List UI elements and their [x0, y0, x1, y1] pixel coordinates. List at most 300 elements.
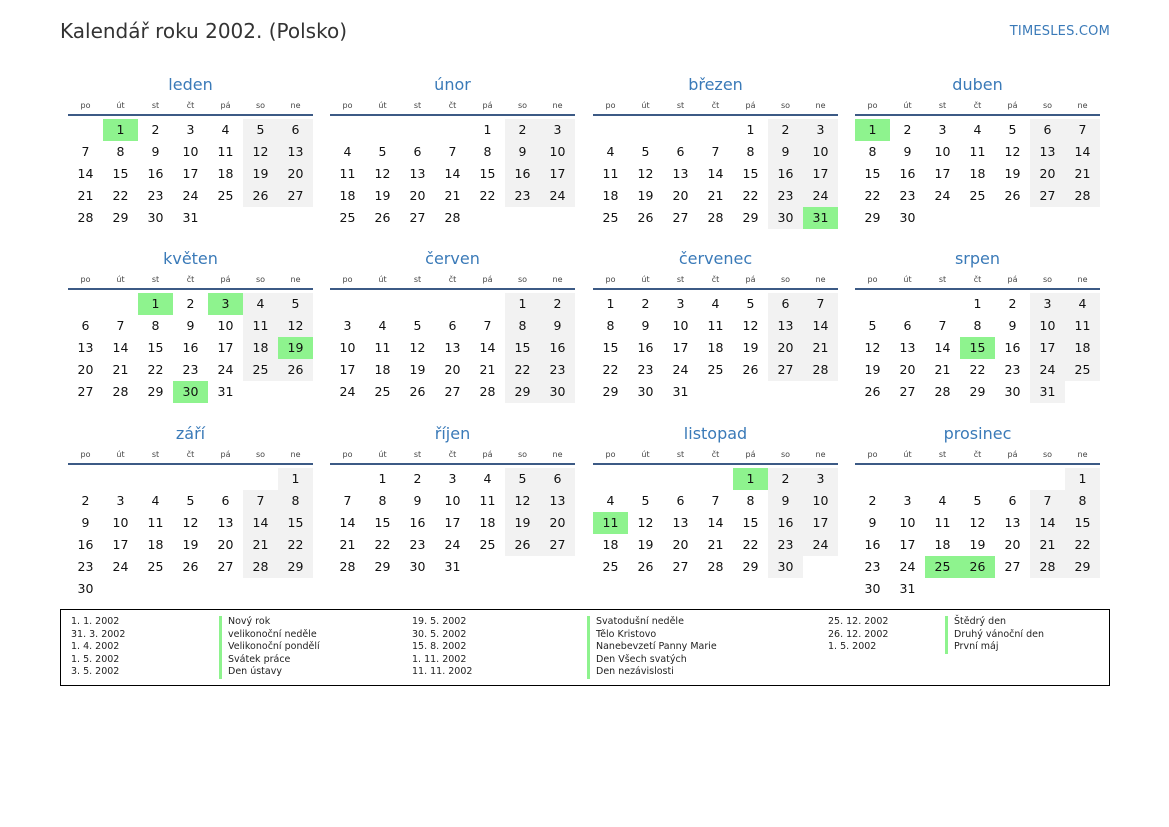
day-cell: 18: [374, 362, 391, 377]
day-cell: 14: [112, 340, 129, 355]
day-cell: 14: [77, 166, 94, 181]
day-cell: 26: [864, 384, 881, 399]
day-cell: 26: [278, 359, 313, 381]
day-cell: 6: [903, 318, 912, 333]
day-cell: 27: [899, 384, 916, 399]
day-empty: [628, 119, 663, 141]
day-empty: [995, 468, 1030, 490]
day-cell: 18: [602, 537, 619, 552]
day-cell: 10: [540, 141, 575, 163]
day-empty: [365, 293, 400, 315]
day-cell: 28: [707, 559, 724, 574]
day-cell: 4: [483, 471, 492, 486]
day-cell: 22: [1065, 534, 1100, 556]
day-empty: [960, 468, 995, 490]
day-cell: 16: [409, 515, 426, 530]
day-cell: 31: [899, 581, 916, 596]
day-cell: 13: [278, 141, 313, 163]
day-cell: 9: [768, 490, 803, 512]
day-empty: [103, 293, 138, 315]
day-cell: 21: [707, 537, 724, 552]
day-cell: 4: [711, 296, 720, 311]
weekday-label: so: [255, 101, 266, 110]
month-7: [855, 247, 1100, 403]
day-cell: 27: [1030, 185, 1065, 207]
day-cell: 18: [243, 337, 278, 359]
weekday-label: čt: [448, 275, 457, 284]
day-empty: [435, 293, 470, 315]
day-cell: 13: [217, 515, 234, 530]
site-link[interactable]: TIMESLES.COM: [1009, 24, 1110, 39]
day-cell: 21: [77, 188, 94, 203]
legend-holiday-name: Velikonoční pondělí: [219, 641, 320, 654]
day-cell: 11: [934, 515, 951, 530]
month-11: [855, 422, 1100, 600]
weekday-label: út: [641, 450, 650, 459]
day-cell: 11: [217, 144, 234, 159]
day-cell: 3: [116, 493, 125, 508]
day-cell: 4: [221, 122, 230, 137]
legend-date: 3. 5. 2002: [71, 666, 120, 677]
day-cell: 18: [1065, 337, 1100, 359]
day-cell: 7: [1030, 490, 1065, 512]
weekday-label: so: [780, 450, 791, 459]
day-cell: 8: [868, 144, 877, 159]
day-cell: 15: [112, 166, 129, 181]
legend-holiday-name: Den Všech svatých: [587, 654, 687, 667]
day-grid: [68, 119, 313, 229]
day-cell: 14: [707, 166, 724, 181]
legend-holiday-name: Tělo Kristovo: [587, 629, 656, 642]
day-cell: 25: [707, 362, 724, 377]
day-cell: 20: [217, 537, 234, 552]
day-cell: 17: [444, 515, 461, 530]
day-cell: 29: [112, 210, 129, 225]
day-cell: 27: [409, 210, 426, 225]
day-cell: 30: [540, 381, 575, 403]
day-cell: 24: [934, 188, 951, 203]
day-cell: 11: [602, 166, 619, 181]
weekday-label: pá: [745, 101, 756, 110]
day-cell: 17: [672, 340, 689, 355]
day-cell: 19: [243, 163, 278, 185]
day-cell: 13: [540, 490, 575, 512]
day-cell: 20: [672, 188, 689, 203]
day-cell: 14: [803, 315, 838, 337]
day-cell-holiday: 1: [103, 119, 138, 141]
day-empty: [365, 119, 400, 141]
day-cell: 7: [483, 318, 492, 333]
day-cell: 17: [217, 340, 234, 355]
day-cell: 10: [182, 144, 199, 159]
day-cell: 7: [711, 493, 720, 508]
day-empty: [925, 468, 960, 490]
day-cell: 11: [969, 144, 986, 159]
day-cell: 2: [413, 471, 422, 486]
day-cell: 2: [768, 468, 803, 490]
month-name: únor: [434, 75, 471, 94]
day-cell: 22: [742, 188, 759, 203]
weekday-header: [330, 98, 575, 116]
day-cell: 7: [448, 144, 457, 159]
weekday-label: čt: [973, 450, 982, 459]
weekday-label: st: [151, 275, 160, 284]
day-cell: 29: [374, 559, 391, 574]
day-cell: 17: [899, 537, 916, 552]
day-cell: 19: [1004, 166, 1021, 181]
day-cell: 27: [540, 534, 575, 556]
day-cell: 22: [278, 534, 313, 556]
day-cell: 24: [540, 185, 575, 207]
day-cell: 10: [803, 490, 838, 512]
day-cell: 3: [540, 119, 575, 141]
weekday-label: pá: [220, 101, 231, 110]
day-cell: 15: [1065, 512, 1100, 534]
day-cell: 30: [1004, 384, 1021, 399]
weekday-label: út: [116, 450, 125, 459]
day-cell: 8: [973, 318, 982, 333]
day-cell: 14: [1030, 512, 1065, 534]
day-cell: 27: [1004, 559, 1021, 574]
weekday-label: pá: [482, 450, 493, 459]
weekday-label: so: [255, 275, 266, 284]
day-cell: 12: [505, 490, 540, 512]
weekday-label: čt: [973, 275, 982, 284]
day-cell: 30: [77, 581, 94, 596]
day-cell: 26: [1004, 188, 1021, 203]
day-cell: 20: [1030, 163, 1065, 185]
day-cell: 18: [707, 340, 724, 355]
day-cell: 22: [147, 362, 164, 377]
day-cell: 27: [444, 384, 461, 399]
weekday-label: po: [605, 450, 616, 459]
day-cell: 1: [973, 296, 982, 311]
day-cell: 9: [1008, 318, 1017, 333]
day-grid: [593, 293, 838, 403]
day-cell: 15: [479, 166, 496, 181]
day-empty: [68, 293, 103, 315]
weekday-label: ne: [1077, 101, 1088, 110]
weekday-label: po: [867, 275, 878, 284]
day-cell: 6: [540, 468, 575, 490]
day-cell: 3: [343, 318, 352, 333]
day-cell: 6: [676, 144, 685, 159]
day-cell: 24: [1030, 359, 1065, 381]
weekday-label: st: [938, 101, 947, 110]
day-cell: 14: [1065, 141, 1100, 163]
day-cell: 12: [374, 166, 391, 181]
day-cell: 4: [606, 493, 615, 508]
day-empty: [890, 468, 925, 490]
weekday-label: po: [342, 450, 353, 459]
day-cell: 27: [278, 185, 313, 207]
day-cell: 27: [672, 210, 689, 225]
day-cell: 23: [1004, 362, 1021, 377]
day-cell: 28: [479, 384, 496, 399]
day-cell: 24: [803, 534, 838, 556]
day-cell: 31: [217, 384, 234, 399]
day-cell: 4: [1065, 293, 1100, 315]
day-empty: [173, 468, 208, 490]
day-cell: 29: [969, 384, 986, 399]
day-empty: [855, 293, 890, 315]
day-cell: 21: [934, 362, 951, 377]
day-cell: 30: [768, 207, 803, 229]
weekday-label: ne: [815, 450, 826, 459]
month-6: [593, 247, 838, 403]
day-cell: 23: [637, 362, 654, 377]
day-cell: 4: [151, 493, 160, 508]
weekday-header: [593, 272, 838, 290]
day-cell: 17: [540, 163, 575, 185]
day-cell: 25: [217, 188, 234, 203]
day-cell: 12: [742, 318, 759, 333]
weekday-label: pá: [482, 101, 493, 110]
day-cell: 1: [606, 296, 615, 311]
day-cell: 22: [602, 362, 619, 377]
day-cell: 19: [864, 362, 881, 377]
weekday-header: [855, 272, 1100, 290]
day-cell: 18: [339, 188, 356, 203]
day-cell: 17: [112, 537, 129, 552]
weekday-label: st: [938, 275, 947, 284]
day-cell: 13: [77, 340, 94, 355]
day-cell: 24: [339, 384, 356, 399]
day-cell: 28: [243, 556, 278, 578]
day-cell: 24: [672, 362, 689, 377]
day-empty: [855, 468, 890, 490]
day-cell: 9: [186, 318, 195, 333]
day-cell: 24: [899, 559, 916, 574]
day-cell: 23: [540, 359, 575, 381]
day-cell: 20: [899, 362, 916, 377]
day-cell: 15: [602, 340, 619, 355]
day-cell: 13: [899, 340, 916, 355]
day-cell: 25: [339, 210, 356, 225]
day-cell: 20: [409, 188, 426, 203]
weekday-label: út: [903, 101, 912, 110]
weekday-label: ne: [552, 101, 563, 110]
day-cell: 2: [505, 119, 540, 141]
month-3: [855, 73, 1100, 229]
day-cell: 20: [1004, 537, 1021, 552]
day-cell: 17: [339, 362, 356, 377]
day-empty: [435, 119, 470, 141]
day-cell: 6: [768, 293, 803, 315]
day-cell: 5: [641, 493, 650, 508]
day-cell: 4: [938, 493, 947, 508]
day-cell: 28: [112, 384, 129, 399]
day-grid: [593, 468, 838, 578]
day-cell: 13: [768, 315, 803, 337]
month-4: [68, 247, 313, 403]
day-cell: 5: [868, 318, 877, 333]
day-empty: [663, 119, 698, 141]
day-cell: 11: [339, 166, 356, 181]
legend-date: 31. 3. 2002: [71, 628, 126, 640]
legend-date: 25. 12. 2002: [828, 616, 889, 627]
day-cell: 27: [672, 559, 689, 574]
day-cell: 28: [1065, 185, 1100, 207]
day-cell-holiday: 31: [803, 207, 838, 229]
day-cell: 3: [676, 296, 685, 311]
day-cell: 29: [864, 210, 881, 225]
day-cell: 24: [444, 537, 461, 552]
day-cell: 22: [112, 188, 129, 203]
weekday-label: pá: [1007, 275, 1018, 284]
day-cell: 31: [182, 210, 199, 225]
month-name: září: [175, 424, 206, 443]
weekday-label: ne: [815, 101, 826, 110]
weekday-label: so: [1042, 101, 1053, 110]
legend-holiday-name: Druhý vánoční den: [945, 629, 1044, 642]
weekday-label: so: [1042, 275, 1053, 284]
day-cell: 6: [221, 493, 230, 508]
day-grid: [593, 119, 838, 229]
weekday-label: po: [605, 275, 616, 284]
day-cell: 2: [903, 122, 912, 137]
month-0: [68, 73, 313, 229]
day-cell: 25: [243, 359, 278, 381]
day-cell: 25: [1065, 359, 1100, 381]
weekday-label: so: [517, 450, 528, 459]
legend-date: 26. 12. 2002: [828, 628, 889, 640]
legend-holiday-name: Den nezávislosti: [587, 666, 674, 679]
day-cell: 22: [969, 362, 986, 377]
day-cell: 9: [540, 315, 575, 337]
day-cell: 27: [217, 559, 234, 574]
day-cell: 20: [77, 362, 94, 377]
day-cell: 31: [1030, 381, 1065, 403]
day-cell: 19: [637, 188, 654, 203]
day-cell: 28: [444, 210, 461, 225]
day-cell: 26: [243, 185, 278, 207]
day-cell-holiday: 11: [593, 512, 628, 534]
legend-holiday-name: Nanebevzetí Panny Marie: [587, 641, 717, 654]
weekday-label: pá: [745, 275, 756, 284]
legend-date: 1. 5. 2002: [828, 641, 877, 652]
day-cell: 11: [479, 493, 496, 508]
weekday-label: st: [413, 450, 422, 459]
day-cell: 14: [339, 515, 356, 530]
day-cell: 6: [413, 144, 422, 159]
day-cell: 17: [803, 512, 838, 534]
day-cell: 23: [182, 362, 199, 377]
day-cell: 10: [217, 318, 234, 333]
month-10: [593, 422, 838, 578]
weekday-label: út: [641, 275, 650, 284]
day-cell: 29: [278, 556, 313, 578]
day-cell: 31: [444, 559, 461, 574]
day-cell: 9: [151, 144, 160, 159]
day-cell: 29: [147, 384, 164, 399]
day-cell: 23: [768, 534, 803, 556]
day-cell: 23: [77, 559, 94, 574]
day-cell: 20: [278, 163, 313, 185]
day-cell: 14: [243, 512, 278, 534]
day-cell: 6: [676, 493, 685, 508]
day-cell: 3: [803, 468, 838, 490]
day-cell: 11: [147, 515, 164, 530]
day-grid: [330, 119, 575, 229]
day-empty: [593, 468, 628, 490]
day-empty: [330, 293, 365, 315]
day-cell: 25: [374, 384, 391, 399]
day-cell: 8: [606, 318, 615, 333]
day-cell: 9: [81, 515, 90, 530]
day-cell: 13: [409, 166, 426, 181]
month-name: srpen: [954, 249, 1001, 268]
month-name: leden: [168, 75, 213, 94]
day-cell: 23: [768, 185, 803, 207]
day-grid: [68, 293, 313, 403]
day-cell: 1: [746, 122, 755, 137]
day-empty: [698, 119, 733, 141]
day-cell: 2: [868, 493, 877, 508]
day-empty: [103, 468, 138, 490]
weekday-label: po: [605, 101, 616, 110]
day-cell: 8: [483, 144, 492, 159]
day-cell: 25: [479, 537, 496, 552]
day-cell: 31: [672, 384, 689, 399]
day-cell: 24: [112, 559, 129, 574]
day-cell: 28: [339, 559, 356, 574]
day-empty: [208, 468, 243, 490]
day-cell: 7: [711, 144, 720, 159]
day-cell: 26: [409, 384, 426, 399]
day-cell: 6: [81, 318, 90, 333]
day-cell: 9: [868, 515, 877, 530]
weekday-label: út: [641, 101, 650, 110]
weekday-label: út: [903, 275, 912, 284]
day-cell: 17: [934, 166, 951, 181]
day-cell: 15: [278, 512, 313, 534]
day-cell: 20: [540, 512, 575, 534]
day-cell: 4: [243, 293, 278, 315]
day-cell: 21: [444, 188, 461, 203]
day-cell: 12: [278, 315, 313, 337]
legend-date: 30. 5. 2002: [412, 628, 467, 640]
day-cell: 10: [1030, 315, 1065, 337]
day-cell-holiday: 3: [208, 293, 243, 315]
day-cell: 12: [182, 515, 199, 530]
day-cell: 14: [479, 340, 496, 355]
day-cell: 22: [505, 359, 540, 381]
month-name: březen: [688, 75, 743, 94]
legend-holiday-name: Nový rok: [219, 616, 270, 629]
weekday-header: [593, 447, 838, 465]
weekday-label: po: [342, 101, 353, 110]
day-cell: 23: [147, 188, 164, 203]
day-cell: 26: [505, 534, 540, 556]
weekday-header: [855, 447, 1100, 465]
day-cell: 3: [1030, 293, 1065, 315]
day-cell: 20: [768, 337, 803, 359]
weekday-label: so: [1042, 450, 1053, 459]
day-cell: 10: [339, 340, 356, 355]
day-cell: 14: [934, 340, 951, 355]
day-cell: 3: [803, 119, 838, 141]
weekday-label: st: [151, 101, 160, 110]
day-cell: 10: [112, 515, 129, 530]
day-cell: 29: [505, 381, 540, 403]
day-empty: [698, 468, 733, 490]
day-cell: 8: [746, 493, 755, 508]
weekday-header: [68, 272, 313, 290]
day-cell: 18: [217, 166, 234, 181]
weekday-label: so: [255, 450, 266, 459]
weekday-label: čt: [711, 275, 720, 284]
